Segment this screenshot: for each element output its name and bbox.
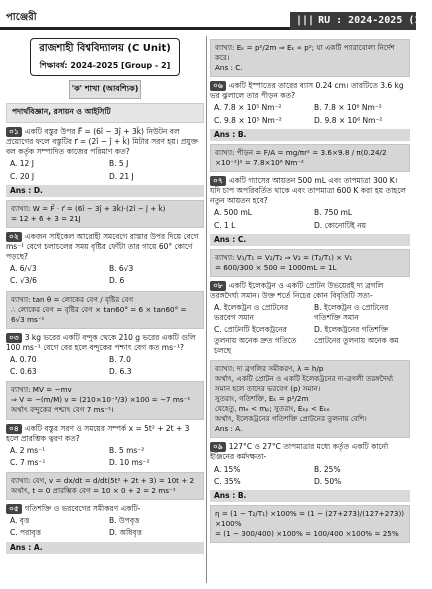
explanation-line: = (1 − 300/400) ×100% = 100/400 ×100% = 25% [215, 529, 399, 539]
explanation-line: Ans : C. [215, 63, 243, 73]
option: D. 21 J [109, 171, 134, 181]
option: C. 0.63 [10, 367, 37, 377]
explanation-box [210, 249, 410, 277]
option: D. 9.8 × 10⁶ Nm⁻² [314, 115, 383, 125]
question-number: ০৪ [6, 424, 22, 434]
explanation-box [210, 144, 410, 172]
question-text: 127°C ও 27°C তাপমাত্রার মধ্যে কর্তৃত একটি কার্নো ইঞ্জিনের কর্মদক্ষতা- [210, 442, 389, 462]
option: D. 6 [109, 276, 125, 286]
question-block [6, 424, 204, 501]
option: D. 6.3 [109, 367, 132, 377]
option: A. বৃত্ত [10, 516, 30, 526]
option: C. 9.8 × 10⁵ Nm⁻² [214, 115, 282, 125]
explanation-box [6, 381, 204, 419]
option: B. 750 mL [314, 208, 353, 218]
question-text: গতিশক্তি ও ভরবেগের সমীকরণ একটি- [24, 504, 141, 514]
option: A. 12 J [10, 159, 34, 169]
options-grid [210, 464, 410, 488]
explanation-box [6, 200, 204, 228]
option: A. 2 ms⁻¹ [10, 445, 46, 455]
option: C. পরাবৃত্ত [10, 528, 41, 538]
explanation-box [210, 505, 410, 543]
option: B. 7.8 × 10⁶ Nm⁻² [314, 103, 382, 113]
question-number: ০৩ [6, 333, 22, 343]
answer-label: Ans : A. [6, 542, 204, 554]
explanation-line: ব্যাখ্যা: MV = −mv [11, 385, 72, 395]
option: C. 7 ms⁻¹ [10, 457, 46, 467]
question-number: ০৯ [210, 442, 226, 452]
question-text: একজন সাইকেল আরোহী সমবেগে রাস্তার উপর দিয়ে বেগে ms⁻¹ বেগে চলাচলের সময় বৃষ্টির ফোঁটা তার গায়ে 60° কোণে পড়ছে? [6, 231, 199, 262]
explanation-line: η = (1 − T₂/T₁) ×100% = (1 − (27+273)/(127+273)) ×100% [215, 508, 405, 529]
option: B. 5 J [109, 159, 129, 169]
explanation-box [6, 291, 204, 329]
question-text: একটি ইলেকট্রন ও একটি প্রোটন উভয়েরই দ্য ব্রগলি তরঙ্গদৈর্ঘ্য সমান। উক্ত শর্তে নিচের কোন বিবৃতিটি সত্য- [210, 280, 384, 301]
explanation-line: অর্থাৎ বন্দুকের পশ্চাৎ বেগ 7 ms⁻¹। [11, 405, 114, 415]
option: B. 25% [314, 464, 341, 474]
option: C. 1 L [214, 220, 236, 230]
option: B. 7.0 [109, 355, 131, 365]
explanation-line: যেহেতু, mₑ < mₚ; সুতরাং, Eₖₚ < Eₖₑ [215, 404, 330, 414]
option: A. ইলেকট্রন ও প্রোটনের ভরবেগ সমান [214, 303, 289, 323]
question-text: একটি ইস্পাতের তারের ব্যাস 0.24 cm। তারটিতে 3.6 kg ভর ঝুলালে তার পীড়ন কত? [210, 81, 404, 101]
options-grid [6, 354, 204, 378]
option: B. ইলেকট্রন ও প্রোটনের গতিশক্তি সমান [314, 303, 389, 323]
explanation-line: ব্যাখ্যা: V₁/T₁ = V₂/T₂ ⇒ V₂ = (T₂/T₁) × V₁ [215, 252, 353, 262]
options-grid [210, 302, 410, 357]
question-text: 3 kg ভরের একটি বন্দুক থেকে 210 g ভরের একটি গুলি 100 ms⁻¹ বেগে বের হলে বন্দুকের পশ্চাৎ বেগ কত ms⁻¹? [6, 332, 196, 352]
explanation-line: অর্থাৎ, একটি প্রোটন ও একটি ইলেকট্রনের দ্য-ব্রগলী তরঙ্গদৈর্ঘ্য সমান হলে তাদের ভরবেগ (p) সমান। [215, 373, 394, 393]
answer-label: Ans : D. [6, 185, 204, 197]
option: A. 7.8 × 10⁵ Nm⁻² [214, 103, 282, 113]
option: B. 5 ms⁻² [109, 445, 145, 455]
explanation-line: সুতরাং, গতিশক্তি, Eₖ = p²/2m [215, 394, 309, 404]
options-grid [6, 445, 204, 469]
question-block [6, 504, 204, 554]
page-header [0, 0, 432, 30]
option: B. 6√3 [109, 264, 134, 274]
answer-label: Ans : B. [210, 129, 410, 141]
question-text: একটি বস্তুর সরণ ও সময়ের সম্পর্ক x = 5t² + 2t + 3 হলে প্রারম্ভিক ত্বরণ কত? [6, 423, 190, 443]
question-block [6, 127, 204, 228]
explanation-line: Ans : A. [215, 424, 243, 434]
question-block [210, 176, 410, 277]
right-column [210, 36, 410, 583]
university-title: রাজশাহী বিশ্ববিদ্যালয় (C Unit) [39, 43, 171, 54]
explanation-line: ব্যাখ্যা: বেগ, v = dx/dt = d/dt(5t² + 2t + 3) = 10t + 2 [11, 476, 195, 485]
unit-label: 'ক' শাখা (আবশ্যিক) [69, 80, 141, 99]
publisher-brand: পাঞ্জেরী [6, 12, 37, 23]
option: A. 500 mL [214, 208, 252, 218]
question-number: ০৫ [6, 504, 22, 514]
explanation-line: = 600/300 × 500 = 1000mL = 1L [215, 262, 337, 272]
explanation-line: ব্যাখ্যা: W = F⃗ · r⃗ = (6î − 3ĵ + 3k̂)·(2î − ĵ + k̂) [11, 203, 166, 213]
answer-label: Ans : B. [210, 490, 410, 502]
option: C. 20 J [10, 171, 35, 181]
explanation-line: ব্যাখ্যা: tan θ = লোকের বেগ / বৃষ্টির বেগ [11, 294, 134, 304]
option: D. 10 ms⁻² [109, 457, 150, 467]
explanation-line: ব্যাখ্যা: Eₖ = p²/2m ⇒ Eₖ ∝ p²; যা একটি প্যারাবোলা নির্দেশ করে। [215, 43, 395, 63]
question-number: ০৬ [210, 81, 226, 91]
column-divider [206, 36, 207, 583]
header-rule [0, 27, 290, 30]
option: D. ইলেকট্রনের গতিশক্তি প্রোটনের তুলনায় অনেক কম [314, 325, 399, 345]
explanation-line: ব্যাখ্যা: দ্য ব্রগলির সমীকরণ, λ = h/p [215, 363, 324, 373]
question-block [6, 232, 204, 329]
explanation-line: = 12 + 6 + 3 = 21J [11, 213, 81, 223]
option: C. 35% [214, 476, 241, 486]
explanation-line: ⇒ V = −(m/M) v = (210×10⁻³/3) ×100 = −7 ms⁻¹ [11, 395, 191, 405]
left-question-list [6, 127, 204, 554]
question-text: একটি বস্তুর উপর F⃗ = (6î − 3ĵ + 3k̂) নিউটন বল প্রয়োগের ফলে বস্তুটির r⃗ = (2î − ĵ + k̂) মিটার সরণ হয়। প্রযুক্ত বল কর্তৃক সম্পাদিত কাজের পরিমাণ কত? [6, 127, 198, 157]
explanation-line: অর্থাৎ, t = 0 প্রারম্ভিক বেগ = 10 × 0 + 2 = 2 ms⁻¹ [11, 486, 176, 496]
question-block [6, 333, 204, 420]
exam-badge-text: RU : 2024-2025 (17) [318, 15, 432, 26]
left-column [6, 36, 204, 583]
badge-pipes-icon: ||| [296, 15, 315, 26]
question-number: ০৭ [210, 176, 226, 186]
option: C. √3/6 [10, 276, 37, 286]
right-question-list [210, 81, 410, 543]
exam-badge [290, 12, 432, 30]
option: B. উপবৃত্ত [109, 516, 140, 526]
explanation-line: ∴ লোকের বেগ = বৃষ্টির বেগ × tan60° = 6 × tan60° = 6√3 ms⁻¹ [11, 304, 187, 324]
university-box [30, 38, 180, 76]
question-text: একটি গ্যাসের আয়তন 500 mL এবং তাপমাত্রা 300 K। যদি চাপ অপরিবর্তিত থাকে এবং তাপমাত্রা 600 K করা হয় তাহলে নতুন আয়তন হবে? [210, 176, 406, 206]
option: A. 6/√3 [10, 264, 37, 274]
option: A. 15% [214, 464, 241, 474]
explanation-line: ব্যাখ্যা: পীড়ন = F/A = mg/πr² = 3.6×9.8 / π(0.24/2 ×10⁻²)² = 7.8×10⁶ Nm⁻² [215, 147, 387, 167]
options-grid [6, 158, 204, 182]
option: A. 0.70 [10, 355, 37, 365]
option: D. অধিবৃত্ত [109, 528, 142, 538]
options-grid [210, 102, 410, 126]
question-number: ০২ [6, 232, 22, 242]
question-block [210, 281, 410, 438]
option: C. প্রোটনটি ইলেকট্রনের তুলনায় অনেক দ্রুত গতিতে চলছে [214, 325, 297, 355]
options-grid [6, 515, 204, 539]
explanation-box [210, 360, 410, 439]
question-number: ০৮ [210, 281, 226, 291]
question-block [210, 442, 410, 543]
explanation-line: অর্থাৎ, ইলেকট্রনের গতিশক্তি প্রোটনের তুলনায় বেশি। [215, 414, 367, 424]
option: D. 50% [314, 476, 342, 486]
subject-bar: পদার্থবিজ্ঞান, রসায়ন ও আইসিটি [6, 103, 204, 123]
question-number: ০১ [6, 127, 22, 137]
options-grid [6, 263, 204, 287]
carryover-explanation [210, 39, 410, 77]
question-block [210, 81, 410, 172]
options-grid [210, 207, 410, 231]
answer-label: Ans : C. [210, 234, 410, 246]
explanation-box [6, 472, 204, 500]
session-label: শিক্ষাবর্ষ: 2024-2025 [Group - 2] [39, 61, 171, 70]
option: D. কোনোটিই নয় [314, 220, 367, 230]
